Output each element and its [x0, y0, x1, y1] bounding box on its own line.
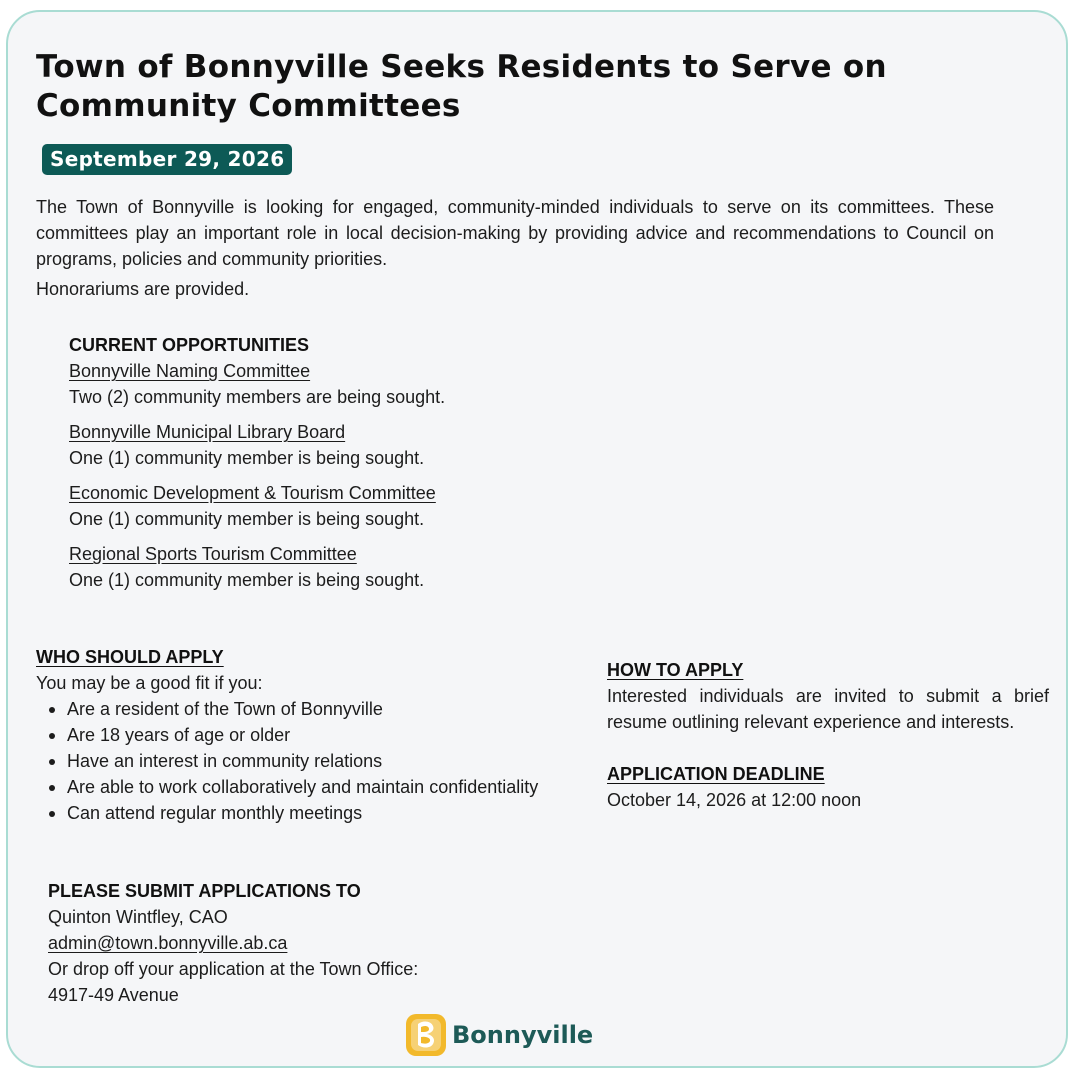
contact-name: Quinton Wintfley, CAO: [48, 907, 228, 927]
committee-name: Bonnyville Naming Committee: [69, 361, 311, 381]
committee-detail: Two (2) community members are being sought.: [69, 387, 446, 407]
date-badge: September 29, 2026: [42, 144, 292, 175]
eligibility-list: [36, 696, 606, 826]
who-should-apply-heading: WHO SHOULD APPLY: [36, 647, 224, 667]
list-item: Can attend regular monthly meetings: [36, 800, 606, 826]
list-item: Have an interest in community relations: [36, 748, 606, 774]
intro-paragraph: The Town of Bonnyville is looking for engaged, community-minded individuals to serve on its committees. These committees play an important role in local decision-making by providing advice and recommendations to Council on programs, policies and community priorities.: [36, 197, 994, 269]
how-to-apply-heading: HOW TO APPLY: [607, 660, 744, 680]
dropoff-note: Or drop off your application at the Town Office:: [48, 959, 419, 979]
list-item: Are able to work collaboratively and maintain confidentiality: [36, 774, 606, 800]
list-item: Are a resident of the Town of Bonnyville: [36, 696, 606, 722]
committee-detail: One (1) community member is being sought.: [69, 509, 425, 529]
who-should-apply-lead: You may be a good fit if you:: [36, 673, 263, 693]
opportunities-heading: CURRENT OPPORTUNITIES: [69, 335, 310, 355]
list-item: Are 18 years of age or older: [36, 722, 606, 748]
deadline-heading: APPLICATION DEADLINE: [607, 764, 825, 784]
how-to-apply-text: Interested individuals are invited to submit a brief resume outlining relevant experience and interests.: [607, 686, 1049, 732]
honorariums-note: Honorariums are provided.: [36, 279, 250, 299]
committee-name: Economic Development & Tourism Committee: [69, 483, 436, 503]
bonnyville-logo-icon: [405, 1012, 447, 1058]
committee-name: Regional Sports Tourism Committee: [69, 544, 357, 564]
committee-detail: One (1) community member is being sought.: [69, 570, 425, 590]
contact-email-link[interactable]: admin@town.bonnyville.ab.ca: [48, 933, 288, 953]
page-title: Town of Bonnyville Seeks Residents to Serve on Community Committees: [36, 49, 887, 124]
committee-detail: One (1) community member is being sought.: [69, 448, 425, 468]
committee-name: Bonnyville Municipal Library Board: [69, 422, 346, 442]
submit-heading: PLEASE SUBMIT APPLICATIONS TO: [48, 881, 361, 901]
deadline-text: October 14, 2026 at 12:00 noon: [607, 790, 862, 810]
bonnyville-logo-text: Bonnyville: [452, 1021, 594, 1049]
office-address: 4917-49 Avenue: [48, 985, 179, 1005]
